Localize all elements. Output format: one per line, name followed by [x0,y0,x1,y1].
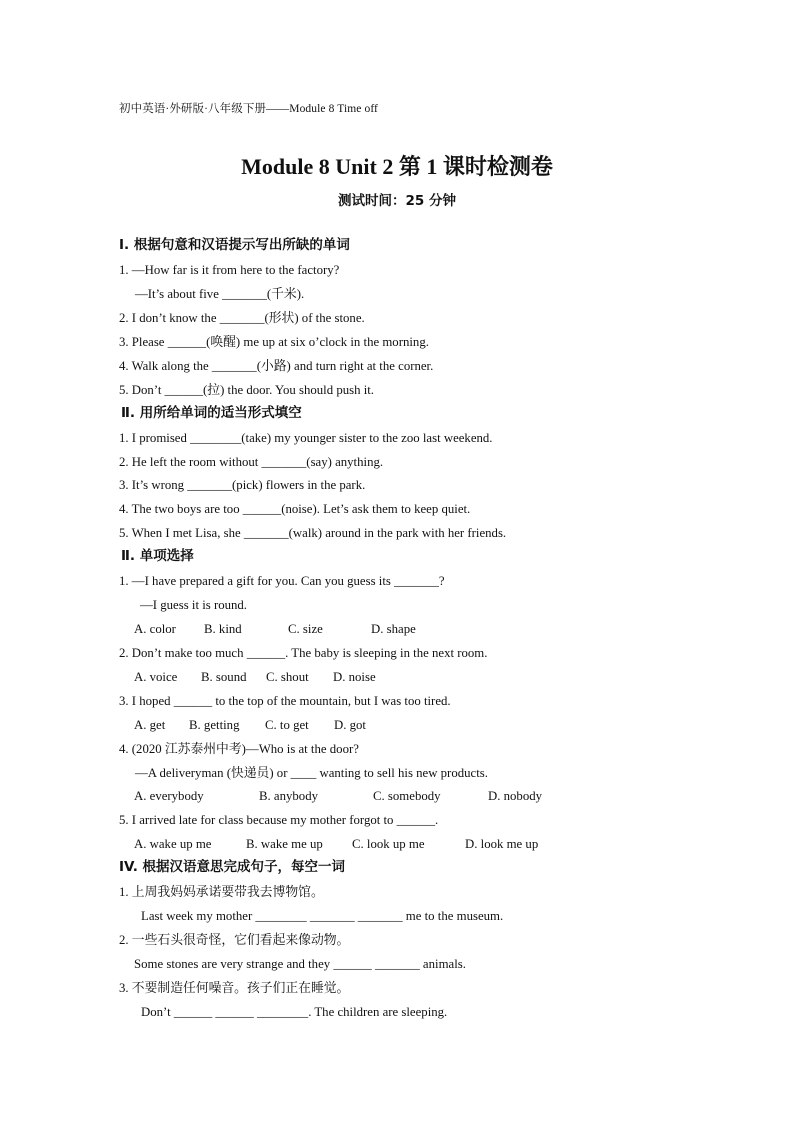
q2-options [134,669,434,685]
option-d: D. got [334,718,366,732]
s2-line: 3. It’s wrong _______(pick) flowers in the park. [119,478,366,492]
s1-line: 4. Walk along the _______(小路) and turn right at the corner. [119,359,434,373]
option-d: D. nobody [488,789,543,803]
s1-line: 1. —How far is it from here to the factory? [119,263,340,277]
s1-line: 2. I don’t know the _______(形状) of the stone. [119,311,365,325]
option-b: B. wake me up [246,837,323,851]
q1-options [134,621,434,637]
s2-line: 2. He left the room without _______(say) anything. [119,455,384,469]
s4-line: 3. 不要制造任何噪音。孩子们正在睡觉。 [119,981,350,995]
section-3-heading: Ⅱ. 单项选择 [121,548,194,564]
s3-question: 3. I hoped ______ to the top of the mountain, but I was too tired. [119,694,451,708]
s3-question: 2. Don’t make too much ______. The baby is sleeping in the next room. [119,646,488,660]
s2-line: 1. I promised ________(take) my younger sister to the zoo last weekend. [119,431,493,445]
s3-question: 4. (2020 江苏泰州中考)—Who is at the door? [119,742,359,756]
page-title: Module 8 Unit 2 第 1 课时检测卷 [241,154,553,179]
option-a: A. wake up me [134,837,212,851]
option-b: B. getting [189,718,240,732]
s3-question-reply: —A deliveryman (快递员) or ____ wanting to sell his new products. [135,766,488,780]
option-c: C. somebody [373,789,441,803]
s1-line: 3. Please ______(唤醒) me up at six o’clock in the morning. [119,335,429,349]
s4-line: 2. 一些石头很奇怪，它们看起来像动物。 [119,933,350,947]
test-duration: 测试时间：25 分钟 [338,193,456,209]
option-a: A. everybody [134,789,204,803]
option-d: D. look me up [465,837,539,851]
option-c: C. to get [265,718,309,732]
option-c: C. size [288,622,323,636]
q3-options [134,717,434,733]
q5-options [134,836,564,852]
q4-options [134,788,554,804]
option-a: A. voice [134,670,178,684]
option-d: D. noise [333,670,376,684]
section-4-heading: IV. 根据汉语意思完成句子，每空一词 [119,859,346,875]
option-d: D. shape [371,622,416,636]
s4-line: Some stones are very strange and they ______ _______ animals. [134,957,466,971]
page-header: 初中英语·外研版·八年级下册——Module 8 Time off [119,103,378,115]
option-b: B. kind [204,622,242,636]
option-c: C. look up me [352,837,425,851]
s1-line: —It’s about five _______(千米). [135,287,305,301]
option-c: C. shout [266,670,309,684]
option-b: B. sound [201,670,247,684]
s1-line: 5. Don’t ______(拉) the door. You should push it. [119,383,375,397]
option-b: B. anybody [259,789,319,803]
s2-line: 5. When I met Lisa, she _______(walk) around in the park with her friends. [119,526,507,540]
section-1-heading: I. 根据句意和汉语提示写出所缺的单词 [119,237,350,253]
s4-line: Don’t ______ ______ ________. The children are sleeping. [141,1005,448,1019]
s3-question-reply: —I guess it is round. [140,598,247,612]
option-a: A. color [134,622,176,636]
section-2-heading: Ⅱ. 用所给单词的适当形式填空 [121,405,302,421]
s3-question: 1. —I have prepared a gift for you. Can you guess its _______? [119,574,445,588]
s4-line: 1. 上周我妈妈承诺要带我去博物馆。 [119,885,324,899]
option-a: A. get [134,718,166,732]
s3-question: 5. I arrived late for class because my mother forgot to ______. [119,813,439,827]
s2-line: 4. The two boys are too ______(noise). Let’s ask them to keep quiet. [119,502,471,516]
s4-line: Last week my mother ________ _______ _______ me to the museum. [141,909,504,923]
